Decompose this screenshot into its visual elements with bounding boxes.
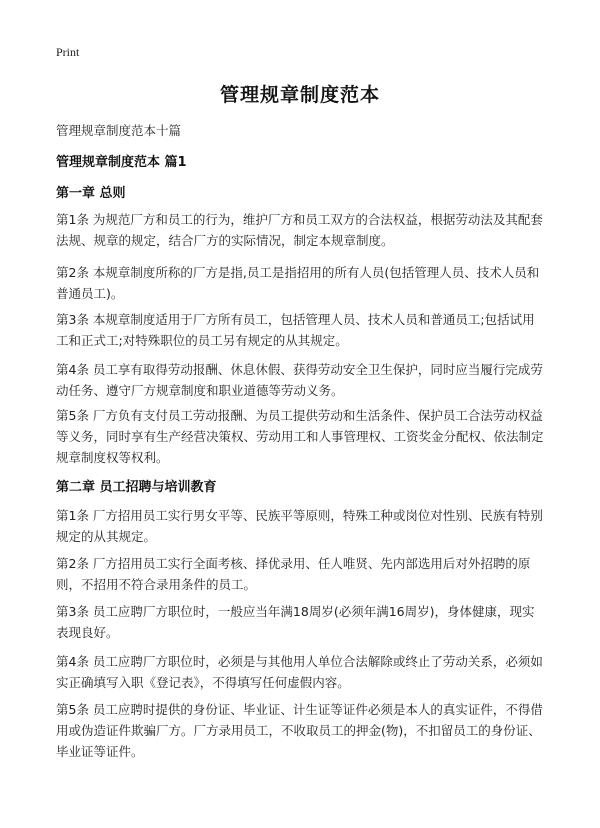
article-paragraph: 第1条 为规范厂方和员工的行为，维护厂方和员工双方的合法权益，根据劳动法及其配套法规、规章的规定，结合厂方的实际情况，制定本规章制度。 (56, 212, 543, 248)
document-subtitle: 管理规章制度范本十篇 (56, 123, 182, 138)
article-paragraph: 第4条 员工享有取得劳动报酬、休息休假、获得劳动安全卫生保护，同时应当履行完成劳动任务、遵守厂方规章制度和职业道德等劳动义务。 (56, 362, 543, 398)
article-paragraph: 第3条 本规章制度适用于厂方所有员工，包括管理人员、技术人员和普通员工;包括试用工和正式工;对特殊职位的员工另有规定的从其规定。 (56, 312, 535, 348)
article-paragraph: 第1条 厂方招用员工实行男女平等、民族平等原则，特殊工种或岗位对性别、民族有特别规定的从其规定。 (56, 508, 543, 544)
print-link[interactable]: Print (56, 45, 80, 59)
article-paragraph: 第4条 员工应聘厂方职位时，必须是与其他用人单位合法解除或终止了劳动关系，必须如实正确填写入职《登记表》，不得填写任何虚假内容。 (56, 654, 543, 690)
part-title: 管理规章制度范本 篇1 (56, 155, 187, 170)
article-paragraph: 第5条 厂方负有支付员工劳动报酬、为员工提供劳动和生活条件、保护员工合法劳动权益等义务，同时享有生产经营决策权、劳动用工和人事管理权、工资奖金分配权、依法制定规章制度权等权利。 (56, 408, 544, 465)
page-title: 管理规章制度范本 (219, 84, 380, 106)
article-paragraph: 第5条 员工应聘时提供的身份证、毕业证、计生证等证件必须是本人的真实证件，不得借用或伪造证件欺骗厂方。厂方录用员工，不收取员工的押金(物)，不扣留员工的身份证、毕业证等证件。 (56, 702, 543, 759)
article-paragraph: 第2条 厂方招用员工实行全面考核、择优录用、任人唯贤、先内部选用后对外招聘的原则，不招用不符合录用条件的员工。 (56, 556, 531, 592)
chapter-heading: 第一章 总则 (56, 186, 126, 201)
article-paragraph: 第3条 员工应聘厂方职位时，一般应当年满18周岁(必须年满16周岁)，身体健康，现实表现良好。 (56, 604, 535, 640)
article-paragraph: 第2条 本规章制度所称的厂方是指,员工是指招用的所有人员(包括管理人员、技术人员和普通员工)。 (56, 265, 540, 301)
chapter-heading: 第二章 员工招聘与培训教育 (56, 480, 217, 495)
